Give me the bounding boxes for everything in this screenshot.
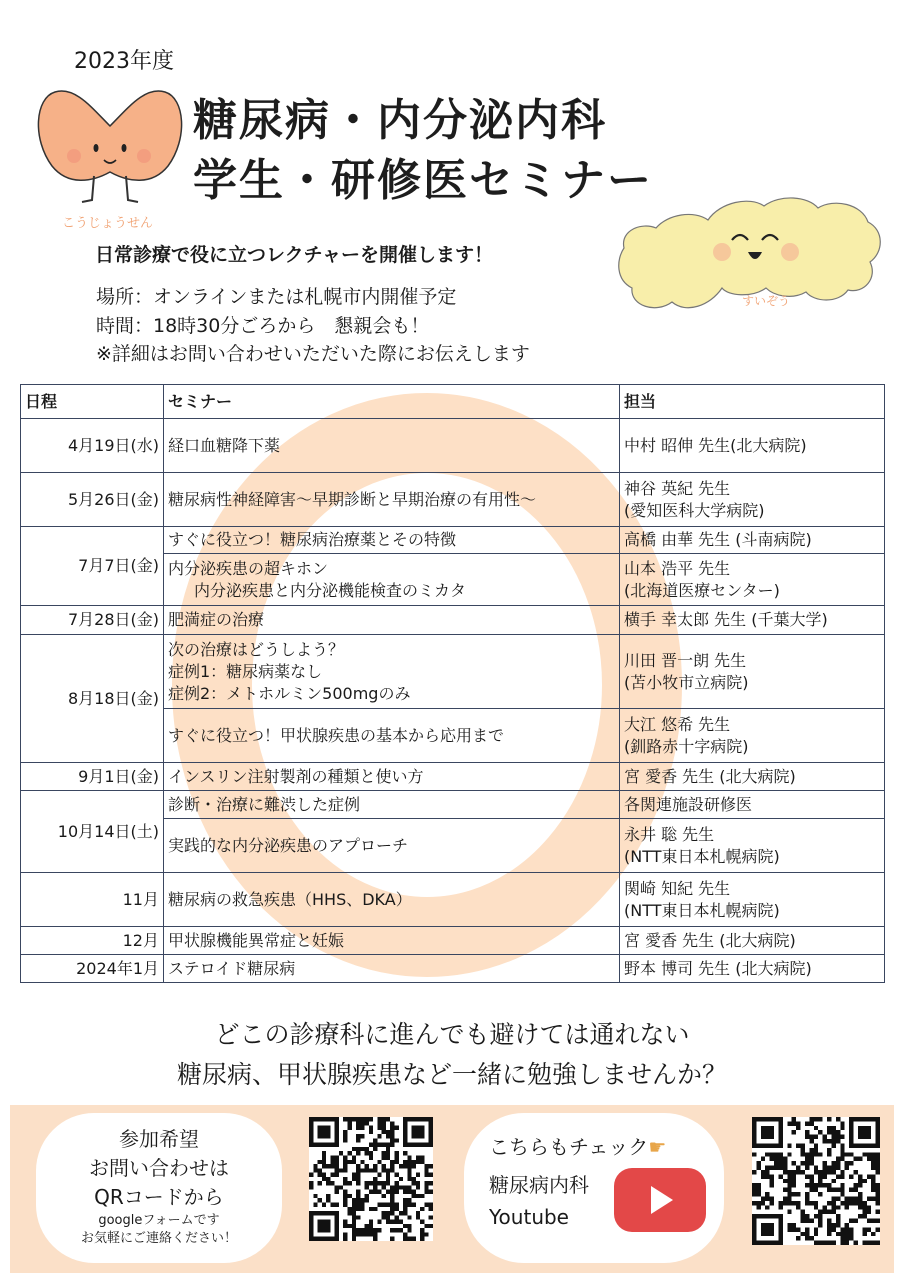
row-date: 12月	[21, 927, 164, 955]
pancreas-mascot-icon	[612, 190, 887, 340]
youtube-channel-name: 糖尿病内科	[489, 1173, 589, 1197]
closing-line1: どこの診療科に進んでも避けては通れない	[214, 1020, 690, 1049]
row-date: 7月28日(金)	[21, 606, 164, 635]
lecturer-text: 神谷 英紀 先生	[624, 478, 731, 498]
lecturer-text: 野本 博司 先生 (北大病院)	[624, 958, 812, 978]
lecturer-text: 川田 晋一朗 先生	[624, 650, 747, 670]
row-seminar	[164, 763, 620, 791]
row-seminar	[164, 527, 620, 554]
row-date: 9月1日(金)	[21, 763, 164, 791]
lecturer-affiliation: (NTT東日本札幌病院)	[624, 846, 780, 866]
contact-line2: お問い合わせは	[89, 1156, 229, 1180]
row-lecturer	[620, 873, 885, 927]
table-row	[21, 791, 885, 819]
seminar-text: 甲状腺機能異常症と妊娠	[168, 930, 345, 950]
youtube-check-label: こちらもチェック	[489, 1135, 649, 1159]
row-seminar	[164, 554, 620, 606]
table-row	[21, 473, 885, 527]
row-lecturer	[620, 527, 885, 554]
youtube-play-icon[interactable]	[614, 1168, 706, 1232]
row-seminar	[164, 709, 620, 763]
info-place: 場所：オンラインまたは札幌市内開催予定	[96, 286, 457, 308]
table-row	[21, 606, 885, 635]
row-date: 7月7日(金)	[21, 527, 164, 606]
contact-line4: googleフォームです	[98, 1213, 220, 1228]
lecturer-affiliation: (愛知医科大学病院)	[624, 500, 765, 520]
lecturer-affiliation: (釧路赤十字病院)	[624, 736, 749, 756]
page-title-line1: 糖尿病・内分泌内科	[193, 95, 607, 146]
seminar-text: 内分泌疾患の超キホン	[168, 558, 329, 578]
lecturer-affiliation: (苫小牧市立病院)	[624, 672, 749, 692]
row-lecturer	[620, 819, 885, 873]
lecturer-text: 中村 昭伸 先生(北大病院)	[624, 435, 807, 455]
row-seminar	[164, 873, 620, 927]
row-lecturer	[620, 635, 885, 709]
seminar-text: すぐに役立つ！甲状腺疾患の基本から応用まで	[168, 725, 505, 745]
row-lecturer	[620, 763, 885, 791]
table-row	[21, 873, 885, 927]
youtube-qr-code-icon[interactable]	[752, 1117, 880, 1245]
seminar-text: 実践的な内分泌疾患のアプローチ	[168, 835, 409, 855]
contact-form-qr-code-icon[interactable]	[309, 1117, 433, 1241]
lecturer-text: 宮 愛香 先生 (北大病院)	[624, 930, 796, 950]
lecturer-text: 永井 聡 先生	[624, 824, 715, 844]
table-row	[21, 763, 885, 791]
info-time: 時間：18時30分ごろから 懇親会も！	[96, 315, 430, 337]
row-date: 2024年1月	[21, 955, 164, 983]
header-seminar: セミナー	[164, 385, 620, 419]
play-triangle-icon	[651, 1186, 673, 1214]
row-lecturer	[620, 791, 885, 819]
seminar-subtext: 内分泌疾患と内分泌機能検査のミカタ	[194, 580, 467, 600]
table-row	[21, 527, 885, 554]
seminar-subtext: 症例2：メトホルミン500mgのみ	[168, 683, 411, 703]
row-seminar	[164, 635, 620, 709]
lecturer-text: 高橋 由華 先生 (斗南病院)	[624, 530, 812, 549]
contact-line5: お気軽にご連絡ください！	[80, 1231, 237, 1246]
lecturer-affiliation: (NTT東日本札幌病院)	[624, 900, 780, 920]
row-lecturer	[620, 554, 885, 606]
subtitle: 日常診療で役に立つレクチャーを開催します！	[95, 244, 494, 266]
row-seminar	[164, 419, 620, 473]
lecturer-text: 横手 幸太郎 先生 (千葉大学)	[624, 610, 828, 629]
seminar-text: すぐに役立つ！糖尿病治療薬とその特徴	[168, 530, 457, 549]
table-row	[21, 419, 885, 473]
youtube-label: Youtube	[489, 1205, 569, 1229]
row-date: 11月	[21, 873, 164, 927]
year-label: 2023年度	[74, 49, 174, 74]
row-date: 5月26日(金)	[21, 473, 164, 527]
lecturer-text: 関崎 知紀 先生	[624, 878, 731, 898]
table-row	[21, 635, 885, 709]
row-date: 8月18日(金)	[21, 635, 164, 763]
lecturer-affiliation: (北海道医療センター)	[624, 580, 780, 600]
seminar-text: ステロイド糖尿病	[168, 958, 296, 978]
row-lecturer	[620, 473, 885, 527]
contact-line1: 参加希望	[119, 1127, 199, 1151]
youtube-check-text	[489, 1131, 666, 1160]
seminar-text: 経口血糖降下薬	[168, 435, 281, 455]
lecturer-text: 大江 悠希 先生	[624, 714, 731, 734]
row-seminar	[164, 473, 620, 527]
contact-line3: QRコードから	[94, 1185, 224, 1209]
closing-line2: 糖尿病、甲状腺疾患など一緒に勉強しませんか？	[176, 1060, 727, 1089]
row-seminar	[164, 606, 620, 635]
row-lecturer	[620, 606, 885, 635]
seminar-text: 診断・治療に難渋した症例	[168, 794, 361, 814]
table-row	[21, 955, 885, 983]
lecturer-text: 山本 浩平 先生	[624, 558, 731, 578]
thyroid-mascot-icon	[30, 84, 190, 209]
info-note: ※詳細はお問い合わせいただいた際にお伝えします	[96, 343, 530, 365]
row-date: 4月19日(水)	[21, 419, 164, 473]
table-header-row	[21, 385, 885, 419]
row-date: 10月14日(土)	[21, 791, 164, 873]
pancreas-label: すいぞう	[742, 294, 791, 308]
row-seminar	[164, 819, 620, 873]
row-lecturer	[620, 955, 885, 983]
seminar-text: 糖尿病性神経障害～早期診断と早期治療の有用性～	[168, 489, 537, 509]
row-lecturer	[620, 709, 885, 763]
youtube-box	[464, 1113, 724, 1263]
lecturer-text: 各関連施設研修医	[624, 794, 753, 814]
table-row	[21, 927, 885, 955]
page-title-line2: 学生・研修医セミナー	[193, 155, 653, 206]
seminar-text: インスリン注射製剤の種類と使い方	[168, 766, 424, 786]
seminar-text: 肥満症の治療	[168, 610, 265, 629]
row-lecturer	[620, 927, 885, 955]
lecturer-text: 宮 愛香 先生 (北大病院)	[624, 766, 796, 786]
thyroid-label: こうじょうせん	[62, 216, 154, 231]
header-lecturer: 担当	[620, 385, 885, 419]
row-seminar	[164, 955, 620, 983]
seminar-subtext: 症例1：糖尿病薬なし	[168, 661, 323, 681]
contact-box	[36, 1113, 282, 1263]
row-seminar	[164, 791, 620, 819]
seminar-text: 糖尿病の救急疾患（HHS、DKA）	[168, 889, 412, 909]
row-lecturer	[620, 419, 885, 473]
row-seminar	[164, 927, 620, 955]
pointing-hand-icon: ☛	[648, 1135, 667, 1159]
seminar-schedule-table	[20, 384, 885, 983]
header-date: 日程	[21, 385, 164, 419]
seminar-text: 次の治療はどうしよう？	[168, 639, 345, 659]
